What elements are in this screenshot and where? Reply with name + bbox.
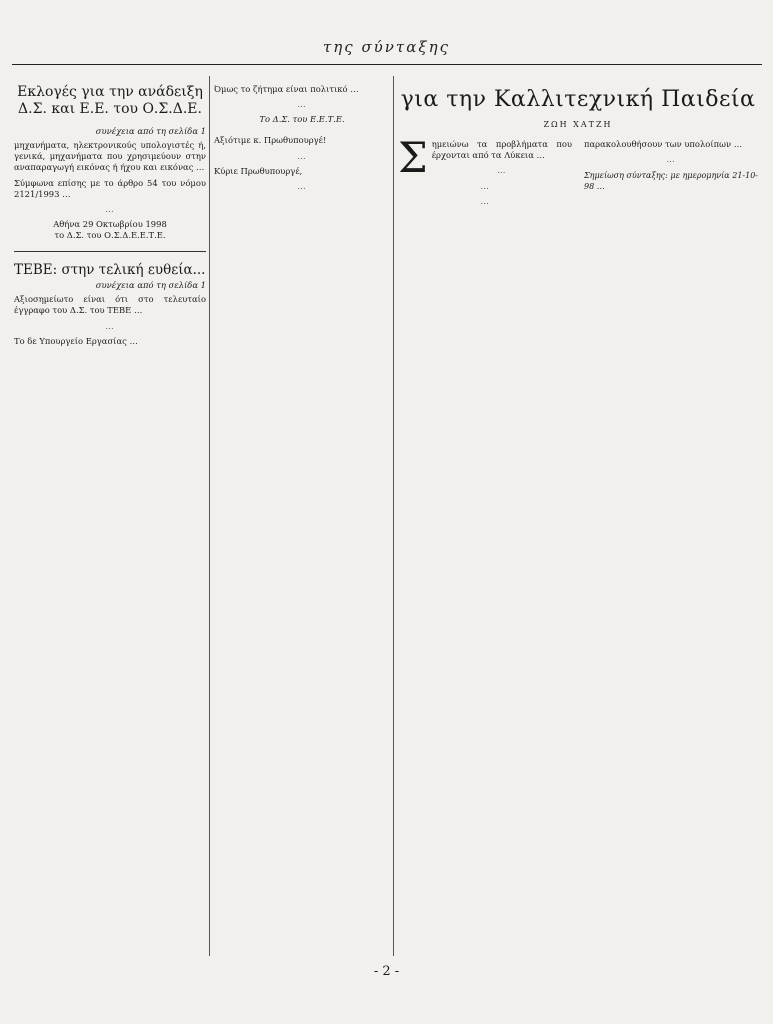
paragraph: … — [297, 181, 307, 192]
signature-org: το Δ.Σ. του Ο.Σ.Δ.Ε.Ε.Τ.Ε. — [54, 230, 166, 241]
column-2 — [214, 84, 390, 964]
subcolumn-1 — [398, 133, 572, 211]
paragraph: μηχανήματα, ηλεκτρονικούς υπολογιστές ή, γενικά, μηχανήματα που χρησιμεύουν στην αναπαραγωγή εικόνας ή ήχου και εικόνας … — [14, 140, 206, 173]
article-title-tebe: ΤΕΒΕ: στην τελική ευθεία... — [14, 262, 206, 279]
signature: Το Δ.Σ. του Ε.Ε.Τ.Ε. — [259, 114, 345, 125]
running-head: της σύνταξης — [322, 38, 450, 56]
header-rule — [12, 64, 762, 65]
editor-note: Σημείωση σύνταξης: με ημερομηνία 21-10-98 … — [584, 171, 758, 191]
drop-cap: Σ — [398, 133, 428, 182]
paragraph: Σημειώνω τα προβλήματα που έρχονται από τα Λύκεια … — [398, 133, 572, 182]
column-rule — [393, 76, 394, 956]
main-article-title: για την Καλλιτεχνική Παιδεία — [400, 87, 756, 112]
paragraph: … — [297, 150, 307, 161]
main-article-body — [398, 133, 758, 211]
signature — [14, 219, 206, 241]
column-1 — [14, 84, 206, 964]
paragraph: Κύριε Πρωθυπουργέ, — [214, 165, 303, 176]
continued-note: συνέχεια από τη σελίδα 1 — [95, 126, 206, 136]
paragraph: Αξιότιμε κ. Πρωθυπουργέ! — [214, 135, 327, 146]
continued-note: συνέχεια από τη σελίδα 1 — [95, 280, 206, 291]
paragraph: … — [480, 180, 490, 191]
column-rule — [209, 76, 210, 956]
paragraph: … — [105, 320, 115, 331]
paragraph: Αξιοσημείωτο είναι ότι στο τελευταίο έγγραφο του Δ.Σ. του ΤΕΒΕ … — [14, 294, 206, 316]
subcolumn-2 — [584, 139, 758, 211]
article-title-elections: Εκλογές για την ανάδειξη Δ.Σ. και Ε.Ε. του Ο.Σ.Δ.Ε. — [17, 84, 203, 117]
paragraph: … — [480, 195, 490, 206]
paragraph: … — [105, 204, 115, 215]
paragraph: … — [297, 99, 307, 110]
paragraph: Σύμφωνα επίσης με το άρθρο 54 του νόμου 2121/1993 … — [14, 177, 206, 199]
paragraph: … — [666, 154, 676, 165]
paragraph: Το δε Υπουργείο Εργασίας … — [14, 335, 138, 346]
paragraph: … — [497, 165, 507, 176]
column-3 — [398, 84, 758, 964]
paragraph: παρακολουθήσουν των υπολοίπων … — [584, 139, 743, 149]
article-separator — [14, 251, 206, 252]
byline: ΖΩΗ ΧΑΤΖΗ — [543, 120, 613, 129]
page-number: - 2 - — [373, 964, 400, 979]
paragraph: Όμως το ζήτημα είναι πολιτικό … — [214, 84, 359, 94]
signature-place: Αθήνα 29 Οκτωβρίου 1998 — [53, 219, 167, 230]
